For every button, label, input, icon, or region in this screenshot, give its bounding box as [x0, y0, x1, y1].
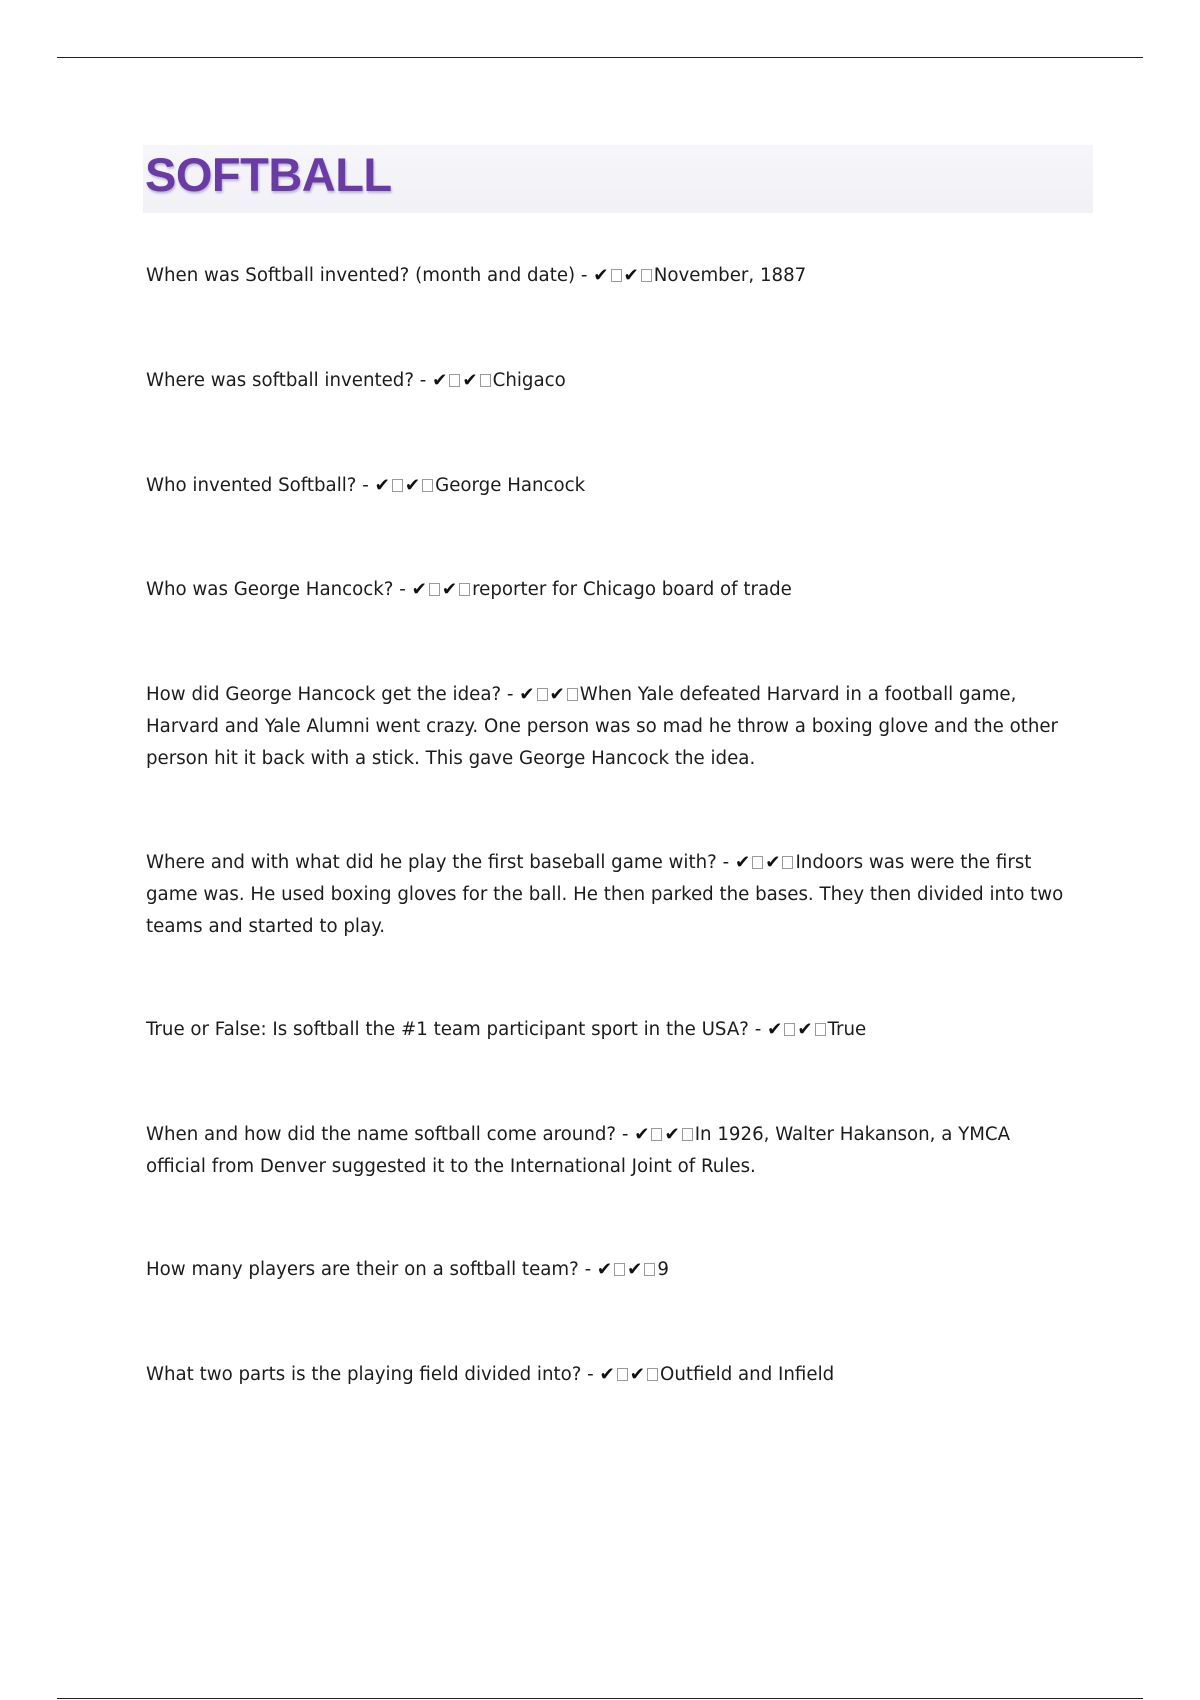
check-icon: ✔	[596, 1259, 613, 1280]
check-icon: ✔	[634, 1124, 650, 1145]
check-icon: ✔	[627, 1259, 643, 1280]
check-icon: ✔	[519, 684, 535, 705]
check-icon: ✔	[629, 1364, 646, 1385]
check-icon: ✔	[549, 684, 565, 705]
check-icon: ✔	[411, 579, 427, 600]
qa-item	[146, 1119, 1066, 1183]
answer-text: True	[827, 1019, 867, 1040]
separator: -	[356, 475, 375, 496]
empty-box-icon	[644, 1263, 655, 1276]
empty-box-icon	[614, 1263, 625, 1276]
check-icon: ✔	[599, 1364, 615, 1385]
empty-box-icon	[651, 1128, 662, 1141]
answer-text: When Yale defeated Harvard in a football game, Harvard and Yale Alumni went crazy. One person was so mad he throw a boxing glove and the other person hit it back with a stick. This gave George Hancock the idea.	[146, 684, 1059, 769]
check-icon: ✔	[623, 265, 639, 286]
check-icon: ✔	[404, 475, 421, 496]
empty-box-icon	[784, 1023, 795, 1036]
qa-item	[146, 847, 1066, 943]
question-text: Where and with what did he play the first baseball game with?	[146, 852, 717, 873]
qa-item	[146, 679, 1066, 775]
separator: -	[616, 1124, 635, 1145]
empty-box-icon	[647, 1368, 658, 1381]
answer-text: In 1926, Walter Hakanson, a YMCA official from Denver suggested it to the International Joint of Rules.	[146, 1124, 1011, 1177]
check-icon: ✔	[462, 370, 478, 391]
check-icon: ✔	[441, 579, 458, 600]
qa-item	[146, 260, 1066, 292]
separator: -	[748, 1019, 768, 1040]
empty-box-icon	[815, 1023, 826, 1036]
empty-box-icon	[611, 269, 622, 282]
qa-item	[146, 1359, 1066, 1391]
separator: -	[393, 579, 412, 600]
title-banner	[143, 145, 1093, 213]
question-text: Who invented Softball?	[146, 475, 357, 496]
question-text: What two parts is the playing field divided into?	[146, 1364, 582, 1385]
check-icon: ✔	[432, 370, 448, 391]
check-icon: ✔	[374, 475, 390, 496]
answer-text: Indoors was were the first game was. He used boxing gloves for the ball. He then parked the bases. They then divided into two teams and started to play.	[146, 852, 1064, 937]
check-icon: ✔	[593, 265, 609, 286]
answer-text: reporter for Chicago board of trade	[472, 579, 792, 600]
answer-text: George Hancock	[435, 475, 586, 496]
question-text: Where was softball invented?	[146, 370, 414, 391]
qa-item	[146, 574, 1066, 606]
separator: -	[575, 265, 594, 286]
question-text: Who was George Hancock?	[146, 579, 394, 600]
question-text: How many players are their on a softball team?	[146, 1259, 579, 1280]
check-icon: ✔	[765, 852, 781, 873]
check-icon: ✔	[664, 1124, 680, 1145]
empty-box-icon	[480, 374, 491, 387]
question-text: When was Softball invented? (month and date)	[146, 265, 576, 286]
empty-box-icon	[392, 479, 403, 492]
separator: -	[414, 370, 433, 391]
qa-item	[146, 1254, 1066, 1286]
answer-text: Chigaco	[492, 370, 566, 391]
answer-text: November, 1887	[653, 265, 807, 286]
empty-box-icon	[682, 1128, 693, 1141]
empty-box-icon	[617, 1368, 628, 1381]
question-text: True or False: Is softball the #1 team participant sport in the USA?	[146, 1019, 749, 1040]
empty-box-icon	[537, 688, 548, 701]
qa-item	[146, 365, 1066, 397]
question-text: When and how did the name softball come around?	[146, 1124, 617, 1145]
answer-text: Outfield and Infield	[660, 1364, 835, 1385]
empty-box-icon	[567, 688, 578, 701]
empty-box-icon	[449, 374, 460, 387]
empty-box-icon	[422, 479, 433, 492]
qa-item	[146, 470, 1066, 502]
separator: -	[581, 1364, 600, 1385]
separator: -	[501, 684, 520, 705]
empty-box-icon	[459, 583, 470, 596]
check-icon: ✔	[734, 852, 751, 873]
top-rule	[57, 57, 1143, 58]
separator: -	[578, 1259, 597, 1280]
check-icon: ✔	[797, 1019, 813, 1040]
empty-box-icon	[429, 583, 440, 596]
empty-box-icon	[782, 856, 793, 869]
separator: -	[716, 852, 735, 873]
page-title: SOFTBALL	[145, 148, 392, 201]
answer-text: 9	[657, 1259, 669, 1280]
qa-item	[146, 1014, 1066, 1046]
bottom-rule	[57, 1698, 1143, 1699]
question-text: How did George Hancock get the idea?	[146, 684, 502, 705]
empty-box-icon	[641, 269, 652, 282]
check-icon: ✔	[767, 1019, 783, 1040]
empty-box-icon	[752, 856, 763, 869]
